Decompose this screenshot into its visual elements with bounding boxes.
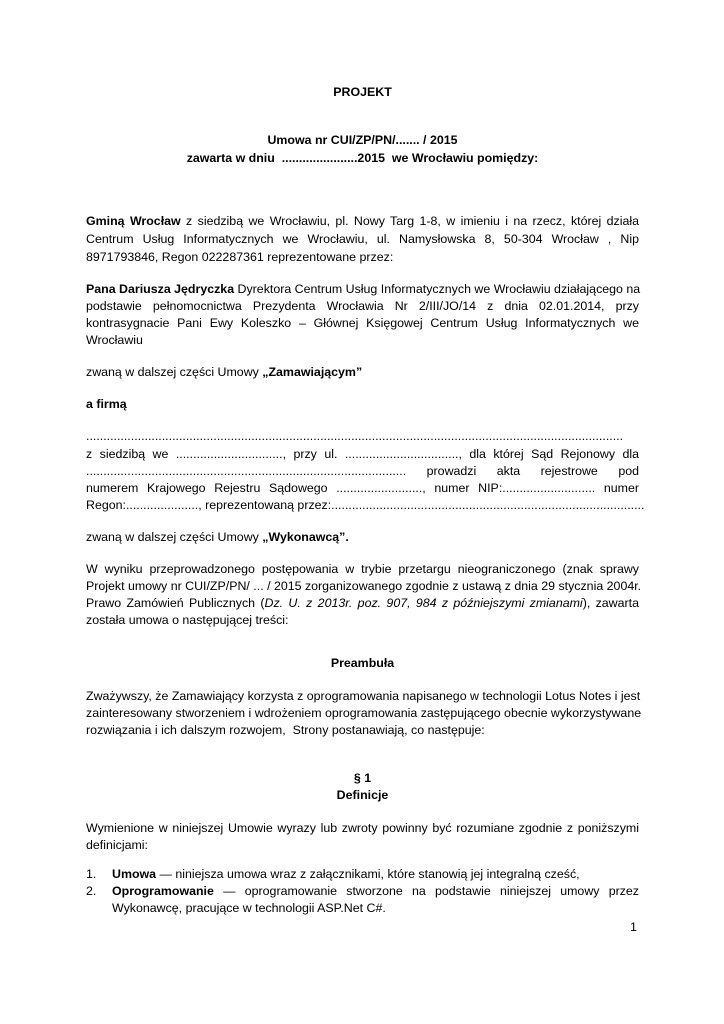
party1-line1: Gminą Wrocław z siedzibą we Wrocławiu, pl. Nowy Targ 1-8, w imieniu i na rzecz, której działa — [86, 214, 639, 228]
list-item: Umowa — niniejsza umowa wraz z załącznikami, które stanowią jej integralną cześć, — [112, 867, 580, 881]
contract-number: Umowa nr CUI/ZP/PN/....... / 2015 — [267, 133, 458, 147]
rep-line4: Wrocławiu — [86, 333, 143, 347]
contract-date-line: zawarta w dniu ......................2015 we Wrocławiu pomiędzy: — [186, 151, 539, 165]
preambula-line2: zainteresowany stworzeniem i wdrożeniem oprogramowania zastępującego obecnie wykorzystywane — [86, 706, 642, 720]
party1-line3: 8971793846, Regon 022287361 reprezentowane przez: — [86, 250, 394, 264]
tender-line2: Projekt umowy nr CUI/ZP/PN/ ... / 2015 zorganizowanego zgodnie z ustawą z dnia 29 stycznia 2004r. — [86, 579, 642, 593]
rep-name: Pana Dariusza Jędryczka — [86, 282, 235, 296]
tender-line1: W wyniku przeprowadzonego postępowania w trybie przetargu nieograniczonego (znak sprawy — [86, 562, 639, 576]
list-item-number: 2. — [86, 884, 97, 898]
page-number: 1 — [630, 920, 637, 934]
firm-line1: ............................................................................................................................................................ — [86, 429, 624, 443]
rep-line3: kontrasygnacie Pani Ewy Koleszko – Głównej Księgowej Centrum Usług Informatycznych we — [86, 316, 639, 330]
zamawiajacy-line: zwaną w dalszej części Umowy „Zamawiającym” — [86, 365, 363, 379]
preambula-heading: Preambuła — [330, 656, 395, 670]
preambula-line1: Zważywszy, że Zamawiający korzysta z oprogramowania napisanego w technologii Lotus Notes i jest — [86, 689, 641, 703]
party1-line2: Centrum Usług Informatycznych we Wrocławiu, ul. Namysłowska 8, 50-304 Wrocław , Nip — [86, 232, 639, 246]
section1-number: § 1 — [353, 771, 372, 785]
rep-line1: Pana Dariusza Jędryczka Dyrektora Centrum Usług Informatycznych we Wrocławiu działającego na — [86, 282, 641, 296]
preambula-line3: rozwiązania i ich dalszym rozwojem, Strony postanawiają, co następuje: — [86, 723, 485, 737]
wykonawca-line: zwaną w dalszej części Umowy „Wykonawcą”. — [86, 530, 349, 544]
firm-line2: z siedzibą we ..............................., przy ul. ................................., dla której Sąd Rejonowy dla — [86, 447, 639, 461]
project-label: PROJEKT — [333, 85, 392, 99]
tender-line3: Prawo Zamówień Publicznych (Dz. U. z 2013r. poz. 907, 984 z późniejszymi zmianami), zawarta — [86, 596, 639, 610]
party1-name: Gminą Wrocław — [86, 214, 181, 228]
rep-line2: podstawie pełnomocnictwa Prezydenta Wrocławia Nr 2/III/JO/14 z dnia 02.01.2014, przy — [86, 299, 639, 313]
firm-line4: numerem Krajowego Rejestru Sądowego ........................., numer NIP:........................... numer — [86, 481, 639, 495]
list-item-number: 1. — [86, 867, 97, 881]
firm-line3: ............................................................................................. prowadzi akta rejestrowe pod — [86, 464, 639, 478]
section1-intro1: Wymienione w niniejszej Umowie wyrazy lub zwroty powinny być rozumiane zgodnie z poniższymi — [86, 821, 639, 835]
list-item-continuation: Wykonawcę, pracujące w technologii ASP.Net C#. — [112, 901, 386, 915]
firm-line5: Regon:....................., reprezentowaną przez:........................................................................................... — [86, 498, 645, 512]
section1-intro2: definicjami: — [86, 838, 148, 852]
list-item: Oprogramowanie — oprogramowanie stworzone na podstawie niniejszej umowy przez — [112, 884, 639, 898]
section1-title: Definicje — [336, 788, 389, 802]
tender-line4: została umowa o następującej treści: — [86, 613, 289, 627]
firm-heading: a firmą — [86, 397, 127, 411]
